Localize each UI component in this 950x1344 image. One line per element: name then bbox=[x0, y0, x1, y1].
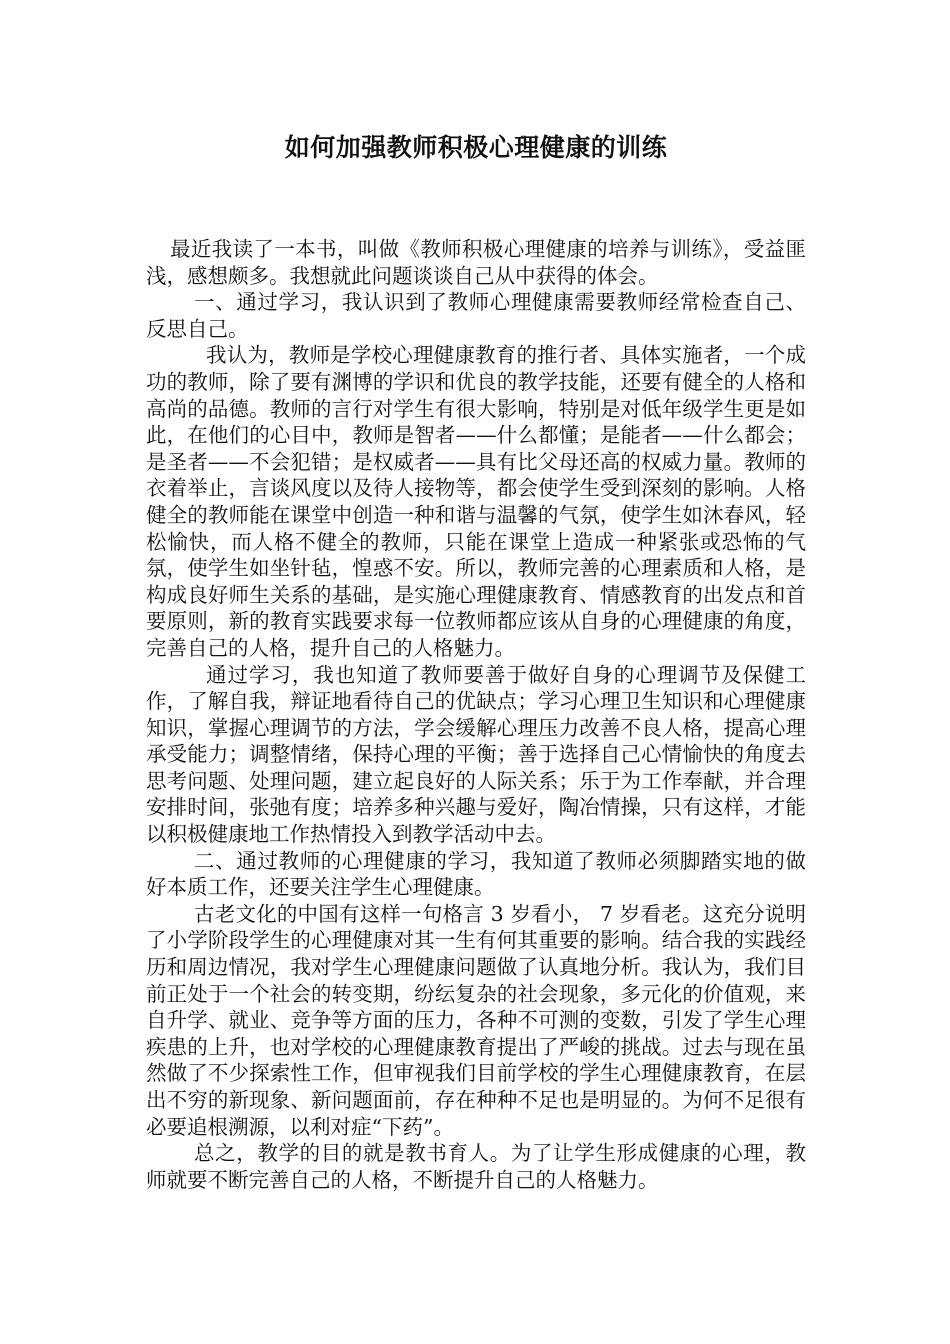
paragraph-conclusion: 总之，教学的目的就是教书育人。为了让学生形成健康的心理，教师就要不断完善自己的人格，不断提升自己的人格魅力。 bbox=[146, 1141, 806, 1192]
paragraph-section-two-heading: 二、通过教师的心理健康的学习，我知道了教师必须脚踏实地的做好本质工作，还要关注学生心理健康。 bbox=[146, 848, 806, 900]
paragraph-intro: 最近我读了一本书，叫做《教师积极心理健康的培养与训练》，受益匪浅，感想颇多。我想就此问题谈谈自己从中获得的体会。 bbox=[146, 237, 806, 288]
paragraph-self-adjustment: 通过学习，我也知道了教师要善于做好自身的心理调节及保健工作，了解自我，辩证地看待自己的优缺点；学习心理卫生知识和心理健康知识，掌握心理调节的方法，学会缓解心理压力改善不良人格，提高心理承受能力；调整情绪，保持心理的平衡；善于选择自己心情愉快的角度去思考问题、处理问题，建立起良好的人际关系；乐于为工作奉献，并合理安排时间，张弛有度；培养多种兴趣与爱好，陶冶情操，只有这样，才能以积极健康地工作热情投入到教学活动中去。 bbox=[146, 662, 806, 847]
paragraph-teacher-role: 我认为，教师是学校心理健康教育的推行者、具体实施者，一个成功的教师，除了要有渊博的学识和优良的教学技能，还要有健全的人格和高尚的品德。教师的言行对学生有很大影响，特别是对低年级学生更是如此，在他们的心目中，教师是智者——什么都懂；是能者——什么都会；是圣者——不会犯错；是权威者——具有比父母还高的权威力量。教师的衣着举止，言谈风度以及待人接物等，都会使学生受到深刻的影响。人格健全的教师能在课堂中创造一种和谐与温馨的气氛，使学生如沐春风，轻松愉快，而人格不健全的教师，只能在课堂上造成一种紧张或恐怖的气氛，使学生如坐针毡，惶惑不安。所以，教师完善的心理素质和人格，是构成良好师生关系的基础，是实施心理健康教育、情感教育的出发点和首要原则，新的教育实践要求每一位教师都应该从自身的心理健康的角度，完善自己的人格，提升自己的人格魅力。 bbox=[146, 343, 806, 660]
paragraph-section-one-heading: 一、通过学习，我认识到了教师心理健康需要教师经常检查自己、反思自己。 bbox=[146, 290, 806, 341]
paragraph-student-health: 古老文化的中国有这样一句格言 3 岁看小， 7 岁看老。这充分说明了小学阶段学生的心理健康对其一生有何其重要的影响。结合我的实践经历和周边情况，我对学生心理健康问题做了认真地分析。我认为，我们目前正处于一个社会的转变期，纷纭复杂的社会现象，多元化的价值观，来自升学、就业、竞争等方面的压力，各种不可测的变数，引发了学生心理疾患的上升，也对学校的心理健康教育提出了严峻的挑战。过去与现在虽然做了不少探索性工作，但审视我们目前学校的学生心理健康教育，在层出不穷的新现象、新问题面前，存在种种不足也是明显的。为何不足很有必要追根溯源，以利对症“下药”。 bbox=[146, 901, 806, 1139]
document-page bbox=[146, 128, 806, 1193]
document-title: 如何加强教师积极心理健康的训练 bbox=[284, 133, 668, 162]
